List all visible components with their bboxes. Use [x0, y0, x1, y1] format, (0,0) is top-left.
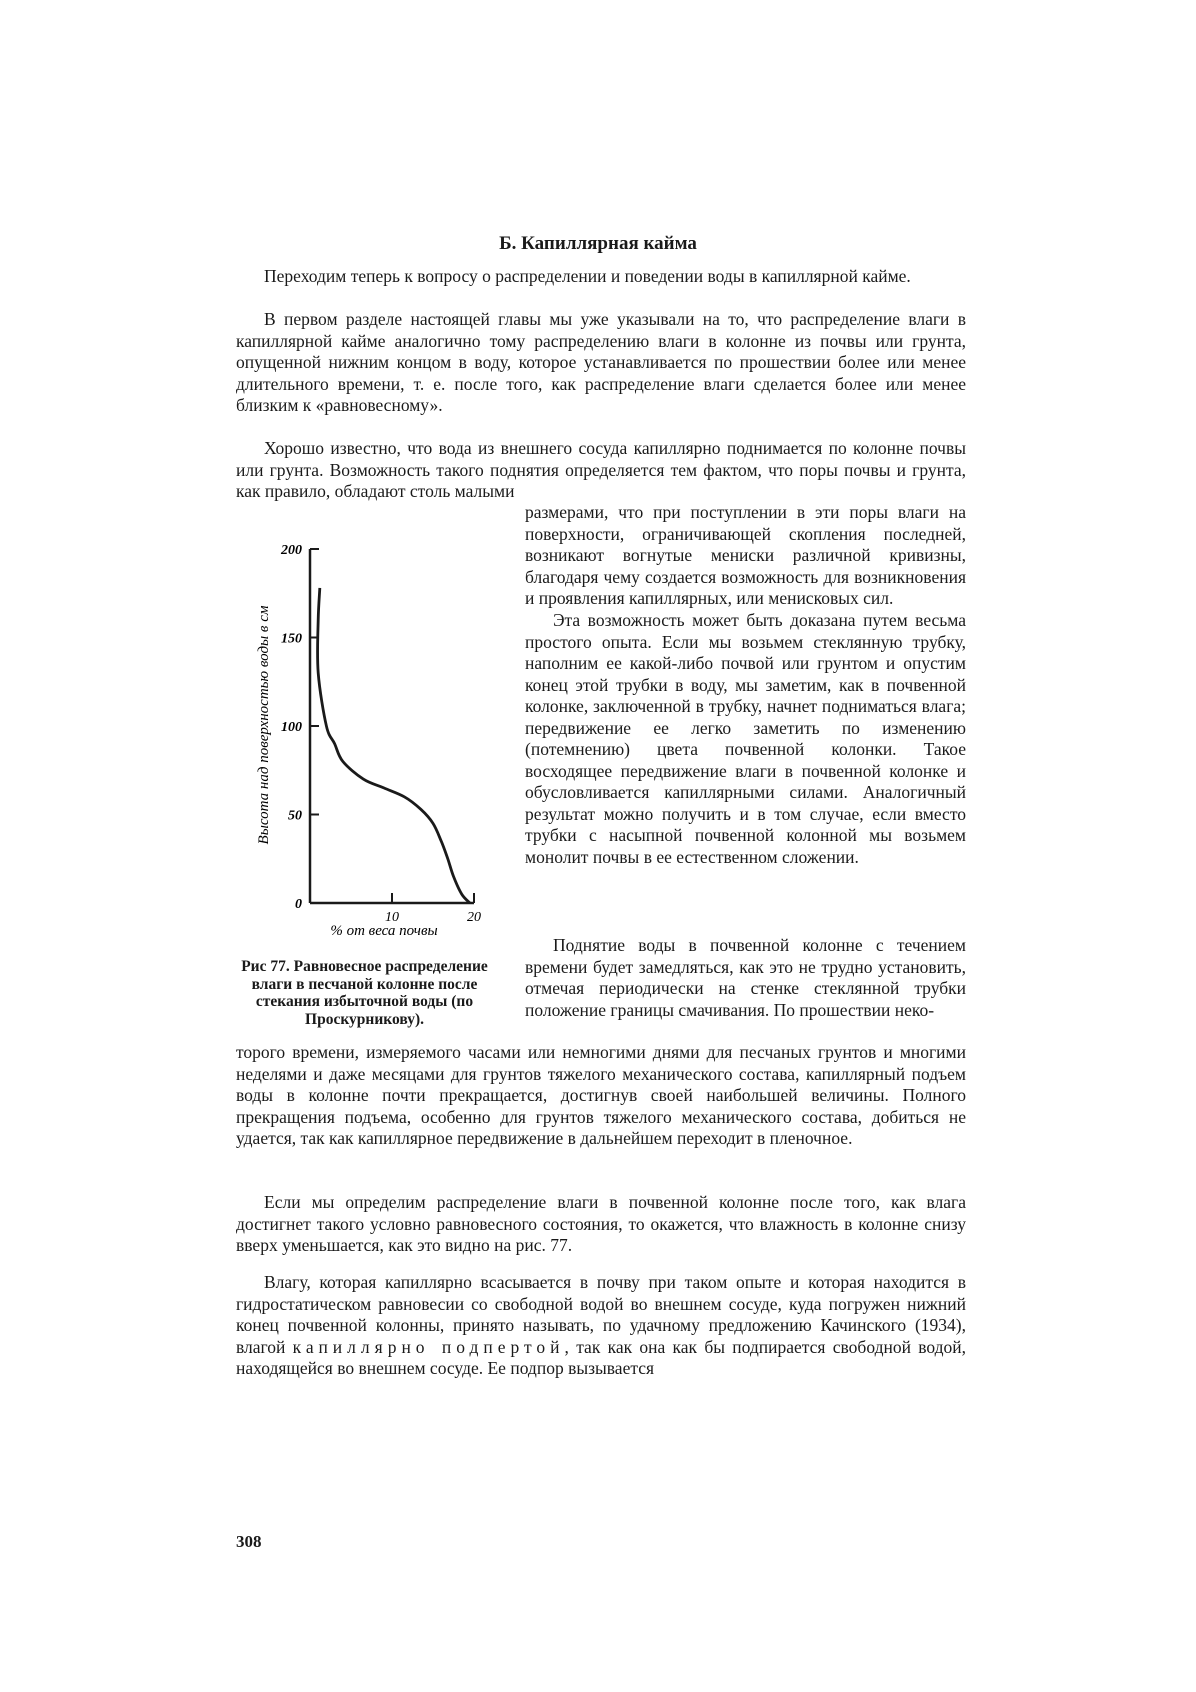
- y-tick-label: 150: [281, 631, 302, 647]
- paragraph-5a: Поднятие воды в почвенной колонне с течением времени будет замедляться, как это не трудно установить, отмечая периодически на стенке стеклянной трубки положение границы смачивания. По прошествии неко-: [525, 935, 966, 1020]
- y-tick-label: 200: [281, 543, 302, 558]
- paragraph-6: Если мы определим распределение влаги в почвенной колонне после того, как влага достигнет такого условно равновесного состояния, то окажется, что влажность в колонне снизу вверх уменьшается, как это видно на рис. 77.: [236, 1192, 966, 1255]
- x-axis-label: % от веса почвы: [330, 923, 438, 939]
- figure-77-chart: [236, 525, 506, 945]
- page-number: 308: [236, 1532, 262, 1551]
- spaced-term: капиллярно подпертой: [292, 1336, 565, 1357]
- paragraph-7-start: Влагу, которая капиллярно всасывается в почву при таком опыте и которая находится в гидростатическом равновесии со свободной водой во внешнем сосуде, куда погружен нижний конец почвенной колонны, принято называть, по удачному предложению Качинского (1934), влагой: [236, 1272, 966, 1357]
- paragraph-1: Переходим теперь к вопросу о распределении и поведении воды в капиллярной кайме.: [264, 266, 911, 286]
- section-heading: Б. Капиллярная кайма: [499, 233, 697, 254]
- x-tick-label: 10: [385, 910, 399, 925]
- paragraph-7: [236, 1272, 966, 1380]
- y-axis-label: Высота над поверхностью воды в см: [256, 605, 272, 845]
- paragraph-5b: торого времени, измеряемого часами или немногими днями для песчаных грунтов и многими неделями и даже месяцами для грунтов тяжелого механического состава, капиллярный подъем воды в колонне почти прекращается, достигнув своей наибольшей величины. Полного прекращения подъема, особенно для грунтов тяжелого механического состава, добиться не удается, так как капиллярное передвижение в дальнейшем переходит в пленочное.: [236, 1042, 966, 1148]
- y-tick-label: 0: [295, 897, 302, 912]
- y-tick-label: 50: [288, 808, 302, 824]
- paragraph-3b: размерами, что при поступлении в эти поры влаги на поверхности, ограничивающей скопления последней, возникают вогнутые мениски различной кривизны, благодаря чему создается возможность для возникновения и проявления капиллярных, или менисковых сил.: [525, 502, 966, 608]
- y-tick-label: 100: [281, 720, 302, 735]
- paragraph-7-end: , так как она как бы подпирается свободной водой, находящейся во внешнем сосуде. Ее подпор вызывается: [236, 1336, 967, 1378]
- paragraph-3a: Хорошо известно, что вода из внешнего сосуда капиллярно поднимается по колонне почвы или грунта. Возможность такого поднятия определяется тем фактом, что поры почвы и грунта, как правило, обладают столь малыми: [236, 438, 966, 501]
- paragraph-4: Эта возможность может быть доказана путем весьма простого опыта. Если мы возьмем стеклянную трубку, наполним ее какой-либо почвой или грунтом и опустим конец этой трубки в воду, мы заметим, как в почвенной колонке, заключенной в трубку, начнет подниматься влага; передвижение ее легко заметить по изменению (потемнению) цвета почвенной колонки. Такое восходящее передвижение влаги в почвенной колонке и обусловливается капиллярными силами. Аналогичный результат можно получить и в том случае, если вместо трубки с насыпной почвенной колонной мы возьмем монолит почвы в ее естественном сложении.: [525, 610, 966, 867]
- y-ticks: [280, 543, 319, 912]
- moisture-curve: [318, 588, 470, 903]
- x-tick-label: 20: [467, 910, 481, 925]
- x-ticks: [385, 893, 481, 925]
- figure-caption: Рис 77. Равновесное распределение влаги в песчаной колонне после стекания избыточной воды (по Проскурникову).: [241, 958, 488, 1028]
- paragraph-2: В первом разделе настоящей главы мы уже указывали на то, что распределение влаги в капиллярной кайме аналогично тому распределению влаги в колонне из почвы или грунта, опущенной нижним концом в воду, которое устанавливается по прошествии более или менее длительного времени, т. е. после того, как распределение влаги сделается более или менее близким к «равновесному».: [236, 309, 966, 415]
